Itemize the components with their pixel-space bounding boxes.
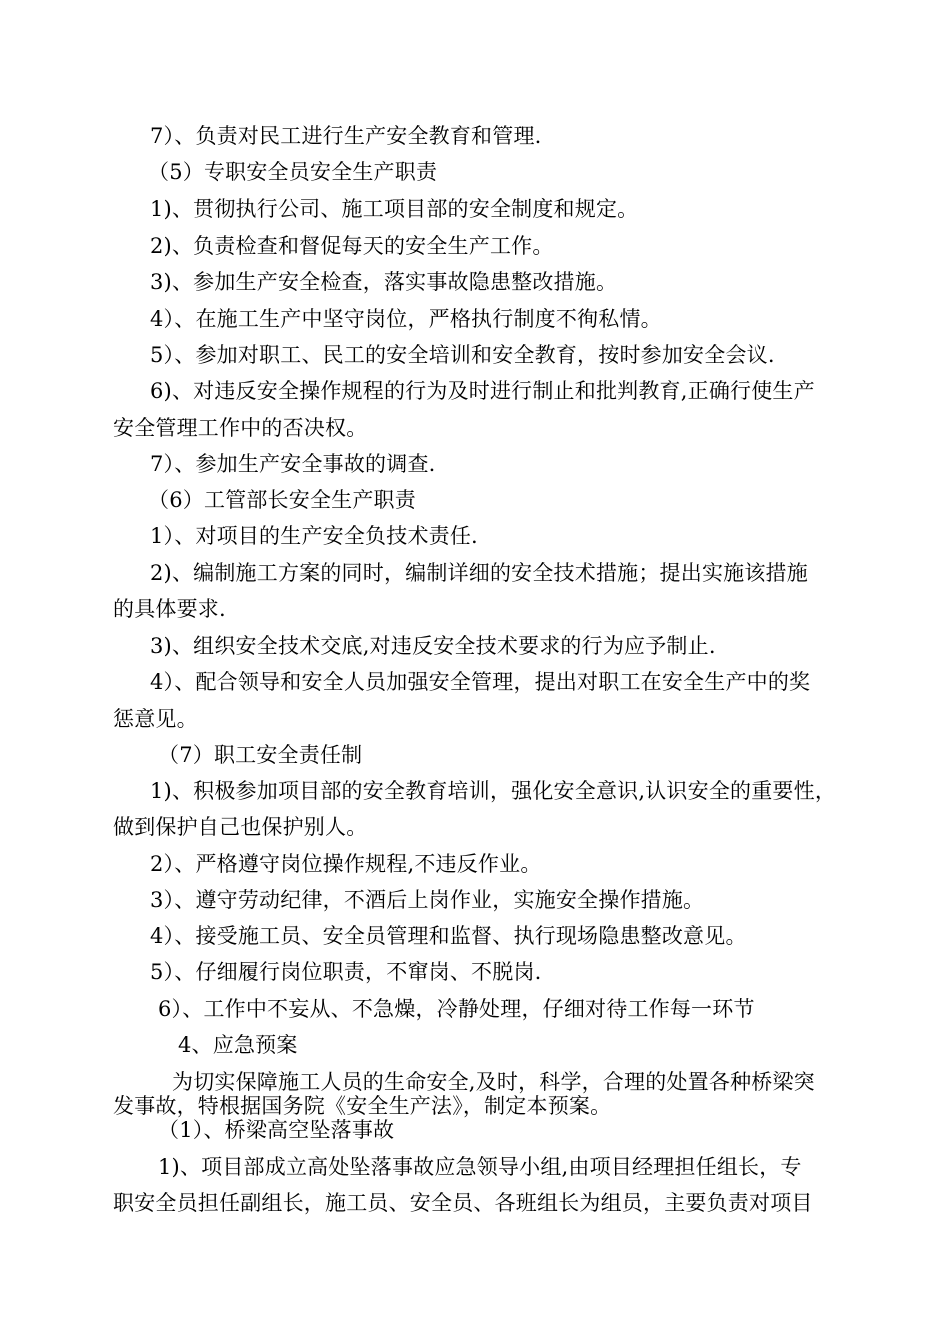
text-line: 2)、编制施工方案的同时，编制详细的安全技术措施；提出实施该措施 xyxy=(150,561,808,585)
text-line: 6）、工作中不妄从、不急燥，冷静处理，仔细对待工作每一环节 xyxy=(158,997,755,1021)
text-line: 为切实保障施工人员的生命安全,及时，科学，合理的处置各种桥梁突 xyxy=(172,1070,815,1094)
text-line: 3)、组织安全技术交底,对违反安全技术要求的行为应予制止. xyxy=(150,634,716,658)
text-line-continued: 惩意见。 xyxy=(113,707,198,731)
text-line: 7）、参加生产安全事故的调查. xyxy=(150,452,436,476)
text-line: 1)、贯彻执行公司、施工项目部的安全制度和规定。 xyxy=(150,197,639,221)
section-heading: （7）职工安全责任制 xyxy=(158,743,363,767)
text-line-continued: 的具体要求. xyxy=(113,597,226,621)
text-line: 6)、对违反安全操作规程的行为及时进行制止和批判教育,正确行使生产 xyxy=(150,379,815,403)
section-heading: 4、应急预案 xyxy=(178,1033,298,1057)
text-line: 4）、配合领导和安全人员加强安全管理，提出对职工在安全生产中的奖 xyxy=(150,670,811,694)
text-line: 2）、严格遵守岗位操作规程,不违反作业。 xyxy=(150,852,542,876)
text-line: 5）、仔细履行岗位职责，不窜岗、不脱岗. xyxy=(150,960,542,984)
text-line: 4）、接受施工员、安全员管理和监督、执行现场隐患整改意见。 xyxy=(150,924,747,948)
text-line: 2)、负责检查和督促每天的安全生产工作。 xyxy=(150,234,554,258)
text-line-continued: 职安全员担任副组长，施工员、安全员、各班组长为组员，主要负责对项目 xyxy=(113,1191,813,1215)
text-line: 3)、参加生产安全检查，落实事故隐患整改措施。 xyxy=(150,270,618,294)
text-line: 1）、对项目的生产安全负技术责任. xyxy=(150,524,478,548)
section-heading: （1）、桥梁高空坠落事故 xyxy=(158,1118,395,1142)
text-line: 7）、负责对民工进行生产安全教育和管理. xyxy=(150,124,542,148)
text-line: 1)、项目部成立高处坠落事故应急领导小组,由项目经理担任组长，专 xyxy=(158,1155,802,1179)
text-line: 5）、参加对职工、民工的安全培训和安全教育，按时参加安全会议. xyxy=(150,343,775,367)
text-line: 1)、积极参加项目部的安全教育培训，强化安全意识,认识安全的重要性， xyxy=(150,779,837,803)
text-line-continued: 发事故，特根据国务院《安全生产法》，制定本预案。 xyxy=(113,1094,612,1118)
text-line: 4）、在施工生产中坚守岗位，严格执行制度不徇私情。 xyxy=(150,307,662,331)
text-line-continued: 做到保护自己也保护别人。 xyxy=(113,815,368,839)
text-line-continued: 安全管理工作中的否决权。 xyxy=(113,416,368,440)
text-line: 3）、遵守劳动纪律，不酒后上岗作业，实施安全操作措施。 xyxy=(150,888,705,912)
section-heading: （5）专职安全员安全生产职责 xyxy=(148,160,438,184)
section-heading: （6）工管部长安全生产职责 xyxy=(148,488,416,512)
